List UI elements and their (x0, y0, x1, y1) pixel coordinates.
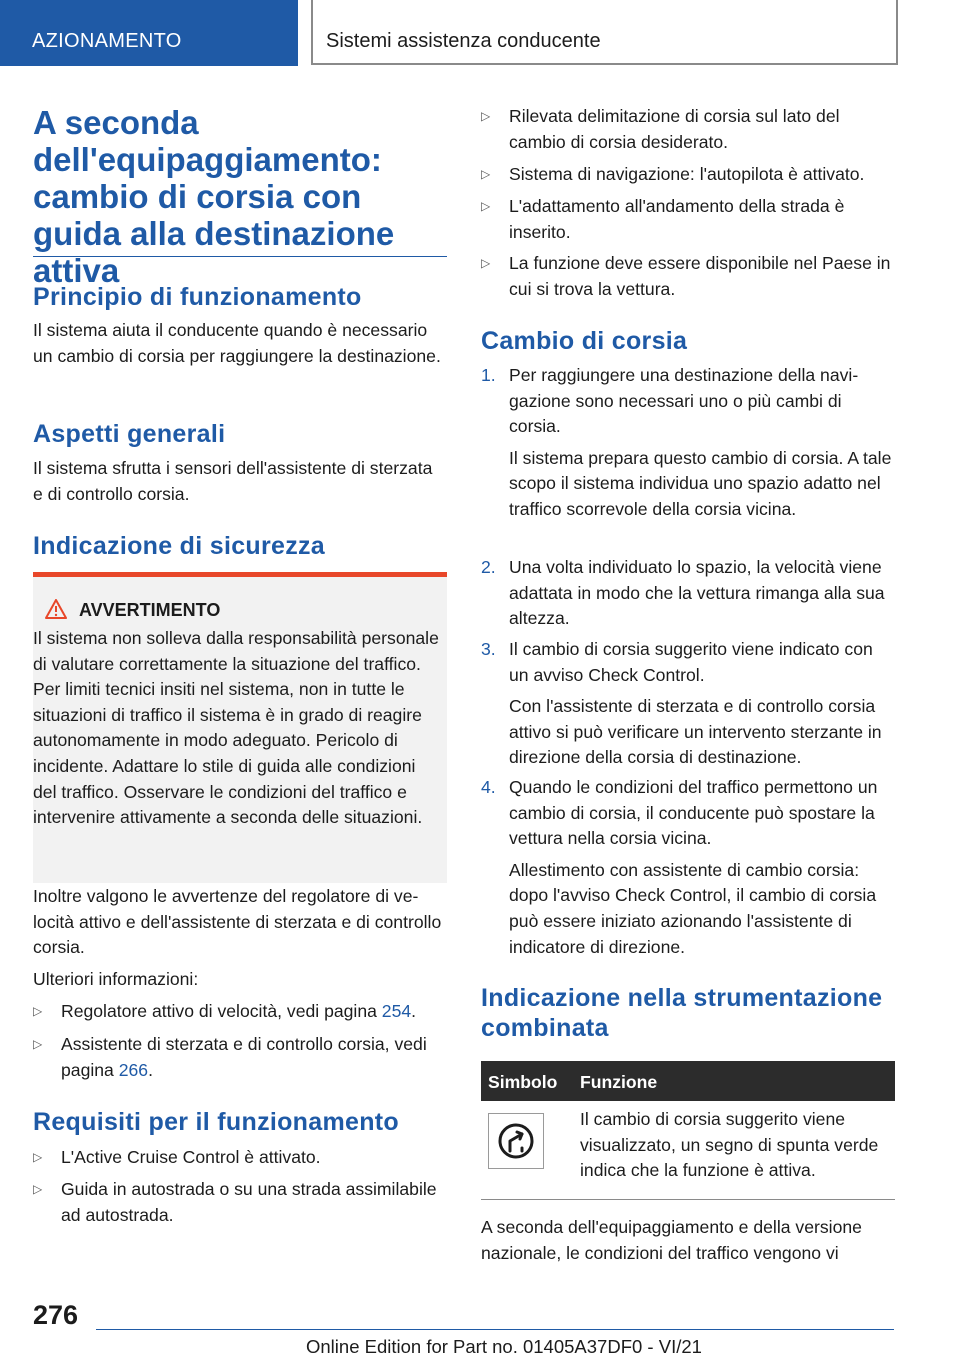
list-item-text: Rilevata delimitazione di corsia sul lato del cambio di corsia desiderato. (509, 106, 840, 152)
list-item (481, 162, 895, 188)
numbered-step-4 (481, 775, 895, 960)
list-item (33, 1145, 447, 1171)
bullet-triangle-icon: ▷ (481, 167, 491, 181)
footer-divider (96, 1329, 894, 1330)
step-text: Quando le condizioni del traffico permettono un cambio di corsia, il conducente può spostare la vettura nella corsia vicina. (509, 777, 878, 849)
bullet-triangle-icon: ▷ (33, 1182, 43, 1196)
ref-end: . (411, 1001, 417, 1021)
bullet-triangle-icon: ▷ (481, 199, 491, 213)
bullet-triangle-icon: ▷ (33, 1150, 43, 1164)
numbered-step-2 (481, 555, 895, 632)
list-item-text: La funzione deve essere disponibile nel Paese in cui si trova la vettura. (509, 253, 891, 299)
step-number: 1. (481, 365, 496, 385)
heading-sicurezza: Indicazione di sicurezza (33, 532, 326, 560)
ref-text: Assistente di sterzata e di controllo corsia, vedi pagina (61, 1034, 427, 1080)
heading-strumentazione: Indicazione nella strumentazione combinata (481, 984, 883, 1042)
list-item-ref-1 (33, 999, 447, 1025)
numbered-step-1 (481, 363, 895, 523)
step-text: Una volta individuato lo spazio, la velocità viene adattata in modo che la vettura rimanga alla sua altezza. (509, 557, 885, 629)
step-number: 4. (481, 777, 496, 797)
heading-requisiti: Requisiti per il funzionamento (33, 1108, 399, 1136)
list-item-text: Sistema di navigazione: l'autopilota è attivato. (509, 164, 865, 184)
step-subtext: Il sistema prepara questo cambio di corsia. A tale scopo il sistema individua uno spazio adatto nel traffico scorrevole della corsia vicina. (509, 447, 892, 519)
warning-box (33, 572, 447, 883)
step-text: Per raggiungere una destinazione della navigazione sono necessari uno o più cambi di corsia. (509, 365, 859, 437)
step-number: 2. (481, 557, 496, 577)
lane-change-icon (488, 1113, 544, 1169)
warning-title: AVVERTIMENTO (79, 600, 221, 620)
heading-aspetti: Aspetti generali (33, 420, 226, 448)
step-number: 3. (481, 639, 496, 659)
section-tab (0, 0, 298, 66)
step-subtext: Con l'assistente di sterzata e di controllo corsia attivo si può verificare un intervento sterzante in direzione della corsia di destinazione. (509, 696, 882, 768)
column-header-function: Funzione (580, 1072, 658, 1092)
step-text: Il cambio di corsia suggerito viene indicato con un avviso Check Control. (509, 639, 873, 685)
section-label: AZIONAMENTO (32, 30, 182, 52)
chapter-title-box (311, 0, 898, 65)
paragraph-ulteriori: Ulteriori informazioni: (33, 969, 199, 989)
bullet-triangle-icon: ▷ (481, 256, 491, 270)
page-number: 276 (33, 1300, 79, 1330)
title-divider (33, 256, 447, 257)
page-header (0, 0, 960, 66)
heading-principio: Principio di funzionamento (33, 283, 362, 311)
step-subtext: Allestimento con assistente di cambio corsia: dopo l'avviso Check Control, il cambio di corsia può essere iniziato azionando l'assistente di indicatore di direzione. (509, 859, 877, 957)
bullet-triangle-icon: ▷ (33, 1037, 43, 1051)
page-link-254[interactable]: 254 (381, 1001, 412, 1021)
list-item (481, 104, 895, 155)
page-title: A seconda dell'equipaggiamento: cambio di corsia con guida alla destinazione attiva (33, 104, 395, 289)
column-header-symbol: Simbolo (488, 1072, 558, 1092)
table-bottom-divider (481, 1199, 895, 1200)
warning-triangle-icon (45, 599, 67, 619)
paragraph-inoltre: Inoltre valgono le avvertenze del regolatore di velocità attivo e dell'assistente di sterzata e di controllo corsia. (33, 886, 442, 958)
page-link-266[interactable]: 266 (118, 1059, 149, 1080)
paragraph-principio: Il sistema aiuta il conducente quando è necessario un cambio di corsia per raggiungere la destinazione. (33, 320, 441, 366)
list-item (481, 194, 895, 245)
bullet-triangle-icon: ▷ (33, 1004, 43, 1018)
table-row (481, 1101, 895, 1193)
list-item (33, 1177, 447, 1228)
list-item-ref-2 (33, 1032, 447, 1083)
function-description: Il cambio di corsia suggerito viene visualizzato, un segno di spunta verde indica che la funzione è attiva. (580, 1109, 879, 1181)
numbered-step-3 (481, 637, 895, 771)
heading-cambio: Cambio di corsia (481, 327, 688, 355)
chapter-title: Sistemi assistenza conducente (326, 30, 601, 52)
list-item-text: Guida in autostrada o su una strada assimilabile ad autostrada. (61, 1179, 437, 1225)
ref-end: . (148, 1059, 153, 1080)
warning-text: Il sistema non solleva dalla responsabilità personale di valutare correttamente la situazione del traffico. Per limiti tecnici insiti nel sistema, non in tutte le situazioni di traffico il sistema è in grado di reagire autonomamente in modo adeguato. Pericolo di incidente. Adattare lo stile di guida alle condizioni del traffico. Osservare le condizioni del traffico e intervenire attivamente a seconda delle situazioni. (33, 628, 439, 828)
bullet-triangle-icon: ▷ (481, 109, 491, 123)
list-item-text: L'adattamento all'andamento della strada è inserito. (509, 196, 845, 242)
table-header (481, 1061, 895, 1101)
ref-text: Regolatore attivo di velocità, vedi pagina (61, 1001, 382, 1021)
paragraph-aspetti: Il sistema sfrutta i sensori dell'assistente di sterzata e di controllo corsia. (33, 458, 433, 504)
edition-note: Online Edition for Part no. 01405A37DF0 - VI/21 (306, 1336, 702, 1357)
list-item (481, 251, 895, 302)
list-item-text: L'Active Cruise Control è attivato. (61, 1147, 321, 1167)
paragraph-closing: A seconda dell'equipaggiamento e della versione nazionale, le condizioni del traffico vengono vi (481, 1217, 862, 1263)
